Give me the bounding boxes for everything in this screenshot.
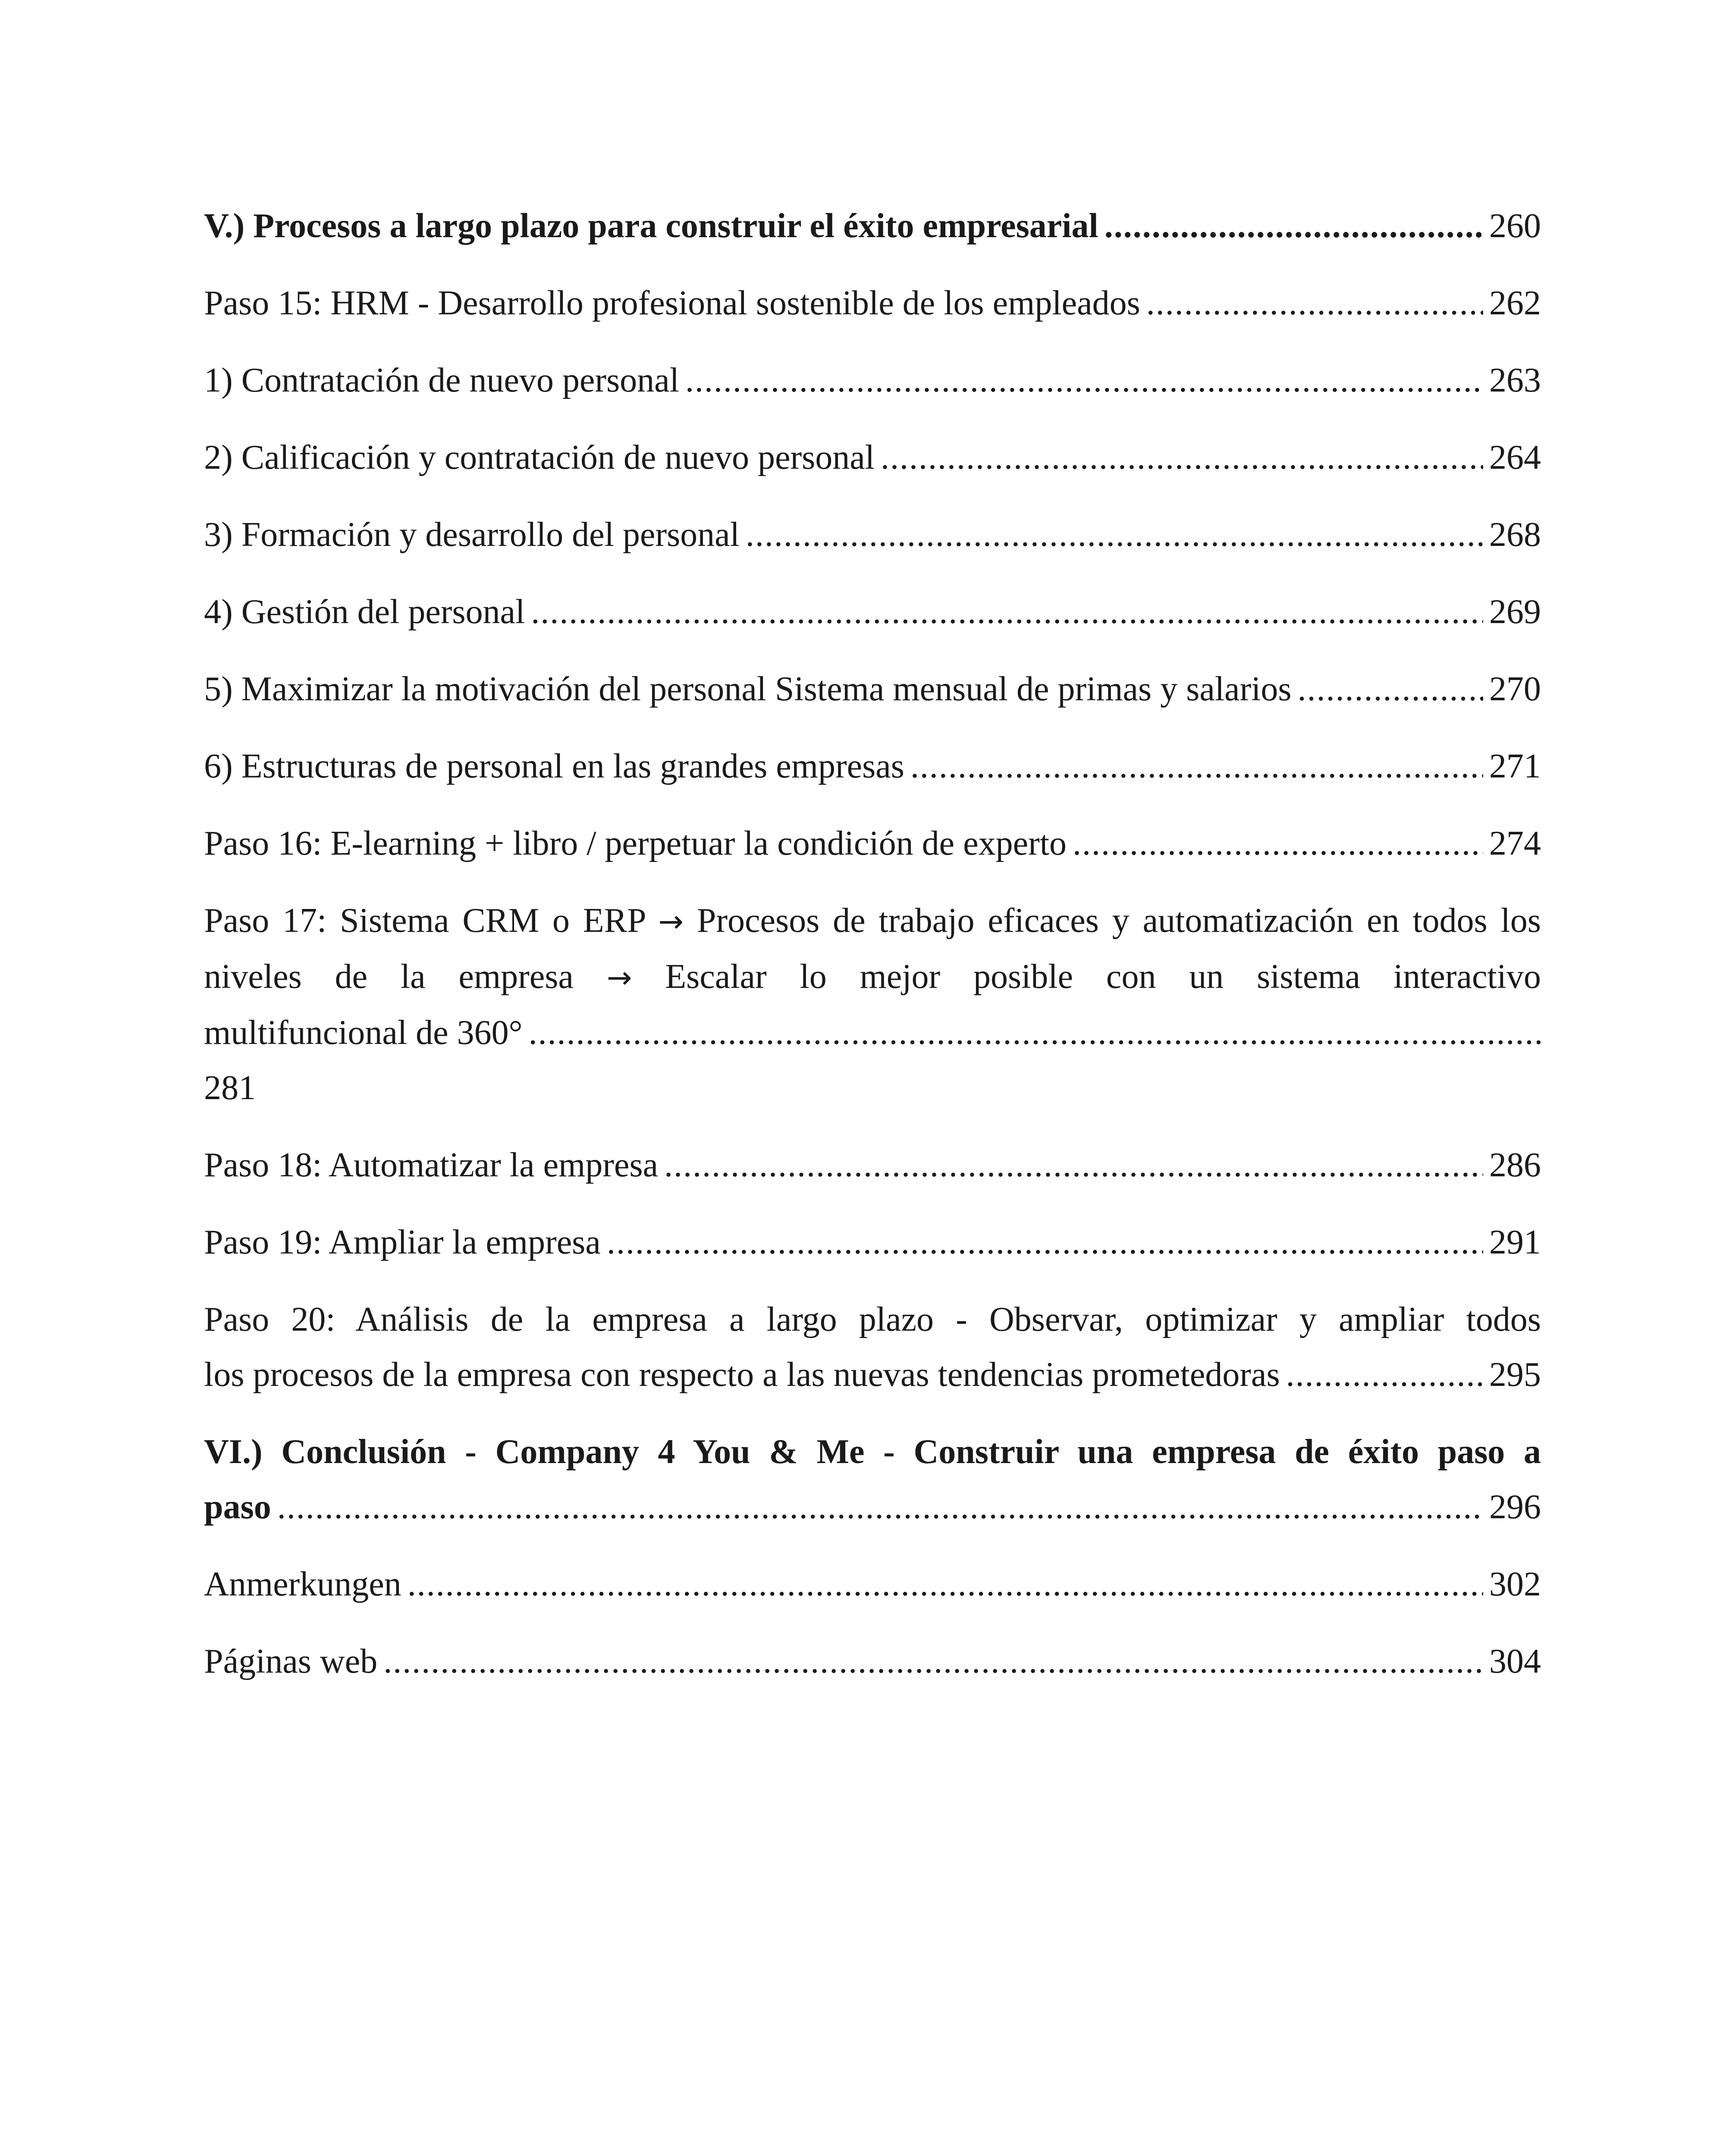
- dot-leader: [383, 1634, 1483, 1689]
- dot-leader: [746, 507, 1483, 562]
- toc-entry-paso-17[interactable]: [204, 893, 1541, 1116]
- dot-leader: [881, 430, 1483, 485]
- toc-entry-title: 1) Contratación de nuevo personal: [204, 361, 679, 399]
- arrow-right-icon: →: [606, 960, 632, 995]
- toc-entry-page: 271: [1489, 747, 1541, 785]
- toc-entry-page: 291: [1489, 1223, 1541, 1261]
- arrow-right-icon: →: [658, 904, 684, 939]
- toc-entry-page: 260: [1489, 207, 1541, 245]
- toc-entry-page: 295: [1489, 1356, 1541, 1394]
- dot-leader: [531, 584, 1483, 639]
- toc-entry-title: 3) Formación y desarrollo del personal: [204, 516, 740, 554]
- dot-leader: [529, 1005, 1541, 1060]
- toc-entry-title-part: Paso 17: Sistema CRM o ERP: [204, 902, 645, 940]
- toc-entry-title-last: los procesos de la empresa con respecto a las nuevas tendencias prometedoras: [204, 1356, 1280, 1394]
- toc-entry-title: V.) Procesos a largo plazo para construir el éxito empresarial: [204, 207, 1098, 245]
- toc-entry-title: Páginas web: [204, 1642, 378, 1680]
- dot-leader: [1073, 816, 1483, 871]
- toc-entry-page: 281: [204, 1069, 256, 1107]
- dot-leader: [1286, 1347, 1483, 1402]
- toc-entry-paginas-web[interactable]: [204, 1634, 1541, 1689]
- toc-entry-title-part: Escalar lo mejor posible con un sistema interactivo: [665, 958, 1541, 996]
- toc-entry-paso-20[interactable]: [204, 1292, 1541, 1402]
- toc-entry-paso-16[interactable]: [204, 816, 1541, 871]
- toc-entry-paso-15[interactable]: [204, 276, 1541, 331]
- dot-leader: [1104, 198, 1483, 254]
- toc-entry-page: 304: [1489, 1642, 1541, 1680]
- toc-entry-4[interactable]: [204, 584, 1541, 639]
- toc-entry-paso-19[interactable]: [204, 1215, 1541, 1270]
- dot-leader: [1146, 276, 1483, 331]
- toc-entry-section-v[interactable]: [204, 198, 1541, 254]
- toc-entry-title-last: paso: [204, 1488, 271, 1526]
- toc-entry-page: 269: [1489, 593, 1541, 631]
- toc-entry-title-part: Paso 20: Análisis de la empresa a largo plazo - Observar, optimizar y ampliar todos: [204, 1300, 1541, 1338]
- toc-entry-page: 268: [1489, 516, 1541, 554]
- dot-leader: [910, 739, 1483, 794]
- toc-entry-title-last: multifuncional de 360°: [204, 1014, 523, 1052]
- toc-entry-page: 263: [1489, 361, 1541, 399]
- toc-entry-title: Paso 16: E-learning + libro / perpetuar la condición de experto: [204, 824, 1067, 862]
- toc-entry-section-vi[interactable]: [204, 1424, 1541, 1535]
- toc-entry-title: 5) Maximizar la motivación del personal Sistema mensual de primas y salarios: [204, 670, 1292, 708]
- toc-entry-title: Anmerkungen: [204, 1565, 402, 1603]
- toc-entry-title: Paso 18: Automatizar la empresa: [204, 1146, 659, 1184]
- dot-leader: [408, 1557, 1483, 1612]
- toc-entry-page: 270: [1489, 670, 1541, 708]
- toc-entry-3[interactable]: [204, 507, 1541, 562]
- toc-entry-6[interactable]: [204, 739, 1541, 794]
- toc-entry-title: Paso 15: HRM - Desarrollo profesional sostenible de los empleados: [204, 284, 1140, 322]
- toc-entry-page: 274: [1489, 824, 1541, 862]
- toc-entry-title: 6) Estructuras de personal en las grandes empresas: [204, 747, 904, 785]
- toc-entry-page: 296: [1489, 1488, 1541, 1526]
- dot-leader: [664, 1138, 1483, 1193]
- toc-entry-page: 264: [1489, 439, 1541, 476]
- toc-entry-title-part: VI.) Conclusión - Company 4 You & Me - Construir una empresa de éxito paso a: [204, 1433, 1541, 1471]
- dot-leader: [277, 1479, 1483, 1535]
- dot-leader: [1298, 661, 1483, 717]
- toc-entry-title: 4) Gestión del personal: [204, 593, 525, 631]
- toc-entry-2[interactable]: [204, 430, 1541, 485]
- toc-entry-5[interactable]: [204, 661, 1541, 717]
- toc-entry-page: 262: [1489, 284, 1541, 322]
- table-of-contents: [204, 198, 1541, 1711]
- toc-entry-title-part: Procesos de trabajo eficaces y automatización en todos los niveles de la empresa: [204, 902, 1541, 996]
- toc-entry-title: 2) Calificación y contratación de nuevo personal: [204, 439, 875, 476]
- toc-entry-1[interactable]: [204, 353, 1541, 408]
- dot-leader: [685, 353, 1483, 408]
- toc-entry-title: Paso 19: Ampliar la empresa: [204, 1223, 601, 1261]
- toc-entry-paso-18[interactable]: [204, 1138, 1541, 1193]
- dot-leader: [607, 1215, 1483, 1270]
- toc-entry-anmerkungen[interactable]: [204, 1557, 1541, 1612]
- toc-entry-page: 286: [1489, 1146, 1541, 1184]
- toc-entry-page: 302: [1489, 1565, 1541, 1603]
